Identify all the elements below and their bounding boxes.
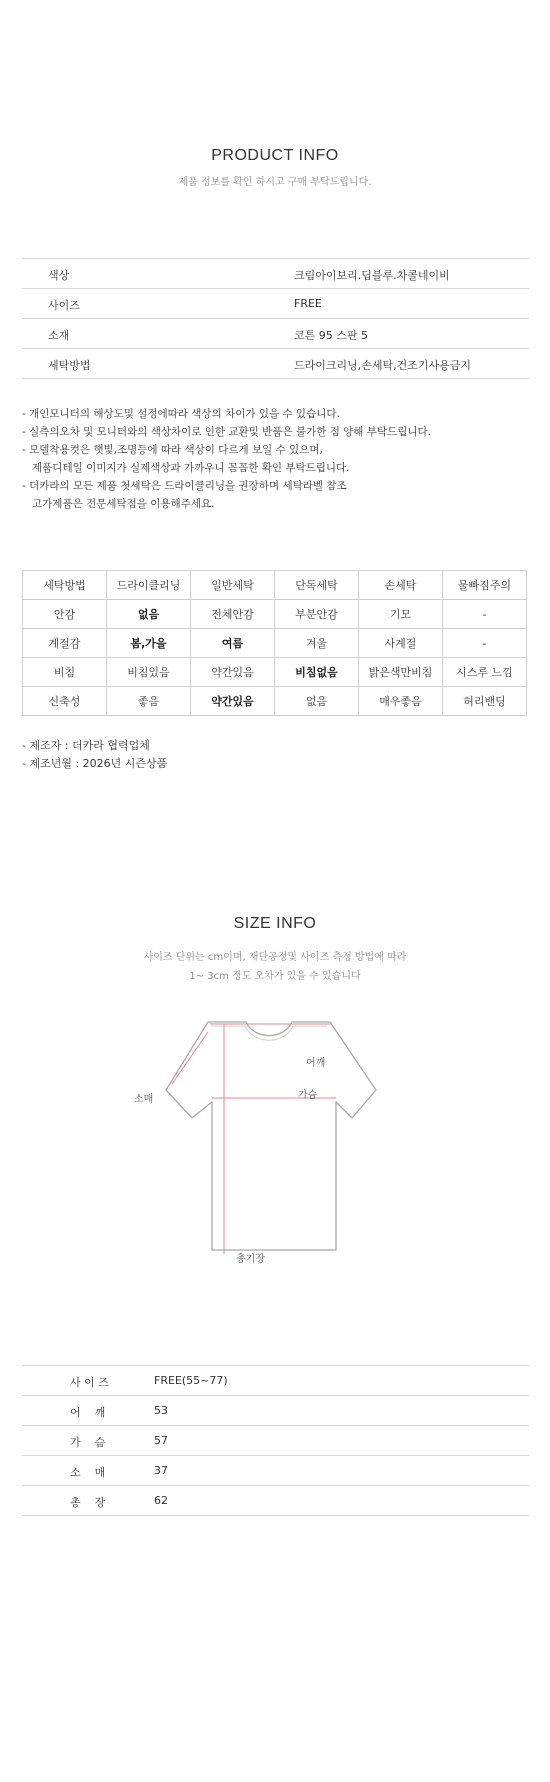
care-grid-cell: 시스루 느낌 <box>443 658 527 687</box>
care-grid-cell: 약간있음 <box>191 658 275 687</box>
maker-info <box>22 737 167 773</box>
size-value: 37 <box>154 1464 168 1477</box>
care-grid-cell: - <box>443 600 527 629</box>
care-grid-cell: - <box>443 629 527 658</box>
size-info-title: SIZE INFO <box>233 915 317 932</box>
size-label: 가 슴 <box>70 1436 106 1449</box>
care-grid-cell: 비침 <box>23 658 107 687</box>
tshirt-diagram <box>134 1018 390 1272</box>
size-info-subtitle-1: 사이즈 단위는 cm이며, 재단공정및 사이즈 측정 방법에 따라 <box>143 952 407 963</box>
product-info-subtitle: 제품 정보를 확인 하시고 구매 부탁드립니다. <box>178 177 372 188</box>
size-label: 사 이 즈 <box>70 1376 109 1389</box>
notice-item: - 실측의오차 및 모니터와의 색상차이로 인한 교환및 반품은 불가한 점 양해 부탁드립니다. <box>22 426 431 438</box>
care-grid-cell: 없음 <box>275 687 359 716</box>
care-grid <box>22 570 527 716</box>
info-value: 코튼 95 스판 5 <box>294 329 368 342</box>
care-grid-cell: 신축성 <box>23 687 107 716</box>
care-grid-cell: 좋음 <box>107 687 191 716</box>
care-grid-row <box>23 571 527 600</box>
size-row <box>22 1366 529 1396</box>
care-grid-cell: 계절감 <box>23 629 107 658</box>
info-row-washing <box>22 349 529 379</box>
notice-list <box>22 405 431 513</box>
care-grid-cell: 허리밴딩 <box>443 687 527 716</box>
care-grid-cell: 안감 <box>23 600 107 629</box>
notice-item: - 개인모니터의 해상도및 설정에따라 색상의 차이가 있을 수 있습니다. <box>22 408 340 420</box>
notice-item: 고가제품은 전문세탁점을 이용해주세요. <box>22 498 215 510</box>
care-grid-row <box>23 658 527 687</box>
info-label: 색상 <box>48 269 70 282</box>
care-grid-cell: 약간있음 <box>191 687 275 716</box>
care-grid-cell: 드라이클리닝 <box>107 571 191 600</box>
notice-item: - 모델착용컷은 햇빛,조명등에 따라 색상이 다르게 보일 수 있으며, <box>22 444 323 456</box>
info-row-size <box>22 289 529 319</box>
tshirt-outline-icon <box>150 1018 390 1268</box>
notice-item: - 더카라의 모든 제품 첫세탁은 드라이클리닝을 권장하며 세탁라벨 참조 <box>22 480 347 492</box>
shoulder-label: 어깨 <box>306 1058 326 1069</box>
size-info-subtitle-2: 1~ 3cm 정도 오차가 있을 수 있습니다 <box>189 971 361 982</box>
size-value: FREE(55~77) <box>154 1374 228 1387</box>
info-row-color <box>22 259 529 289</box>
size-value: 62 <box>154 1494 168 1507</box>
info-value: FREE <box>294 297 322 310</box>
care-grid-cell: 겨울 <box>275 629 359 658</box>
care-grid-cell: 일반세탁 <box>191 571 275 600</box>
care-grid-row <box>23 629 527 658</box>
notice-item: 제품디테일 이미지가 실제색상과 가까우니 꼼꼼한 확인 부탁드립니다. <box>22 462 350 474</box>
care-grid-cell: 부분안감 <box>275 600 359 629</box>
product-info-title: PRODUCT INFO <box>211 147 339 164</box>
chest-label: 가슴 <box>298 1090 318 1101</box>
info-row-material <box>22 319 529 349</box>
care-grid-cell: 물빠짐주의 <box>443 571 527 600</box>
care-grid-cell: 여름 <box>191 629 275 658</box>
size-row <box>22 1456 529 1486</box>
care-grid-cell: 단독세탁 <box>275 571 359 600</box>
care-grid-cell: 손세탁 <box>359 571 443 600</box>
size-row <box>22 1486 529 1516</box>
info-label: 소재 <box>48 329 70 342</box>
sleeve-label: 소매 <box>134 1094 154 1105</box>
size-value: 57 <box>154 1434 168 1447</box>
size-value: 53 <box>154 1404 168 1417</box>
info-value: 크림아이보리.딥블루.차콜네이비 <box>294 269 450 282</box>
info-label: 사이즈 <box>48 299 80 312</box>
size-row <box>22 1426 529 1456</box>
size-table <box>22 1365 529 1516</box>
care-grid-row <box>23 600 527 629</box>
info-label: 세탁방법 <box>48 359 91 372</box>
size-row <box>22 1396 529 1426</box>
care-grid-cell: 매우좋음 <box>359 687 443 716</box>
care-grid-cell: 비침없음 <box>275 658 359 687</box>
care-grid-cell: 없음 <box>107 600 191 629</box>
size-label: 소 매 <box>70 1466 106 1479</box>
care-grid-cell: 비침있음 <box>107 658 191 687</box>
care-grid-cell: 전체안감 <box>191 600 275 629</box>
care-grid-cell: 봄,가을 <box>107 629 191 658</box>
size-label: 총 장 <box>70 1496 106 1509</box>
length-label: 총기장 <box>236 1254 265 1265</box>
care-grid-cell: 밝은색만비침 <box>359 658 443 687</box>
manufacture-date: - 제조년월 : 2026년 시즌상품 <box>22 757 168 770</box>
care-grid-row <box>23 687 527 716</box>
info-value: 드라이크리닝,손세탁,건조기사용금지 <box>294 359 472 372</box>
care-grid-cell: 기모 <box>359 600 443 629</box>
size-label: 어 깨 <box>70 1406 106 1419</box>
manufacturer: - 제조자 : 더카라 협력업체 <box>22 739 150 752</box>
care-grid-cell: 사계절 <box>359 629 443 658</box>
care-grid-cell: 세탁방법 <box>23 571 107 600</box>
product-info-table <box>22 258 529 379</box>
